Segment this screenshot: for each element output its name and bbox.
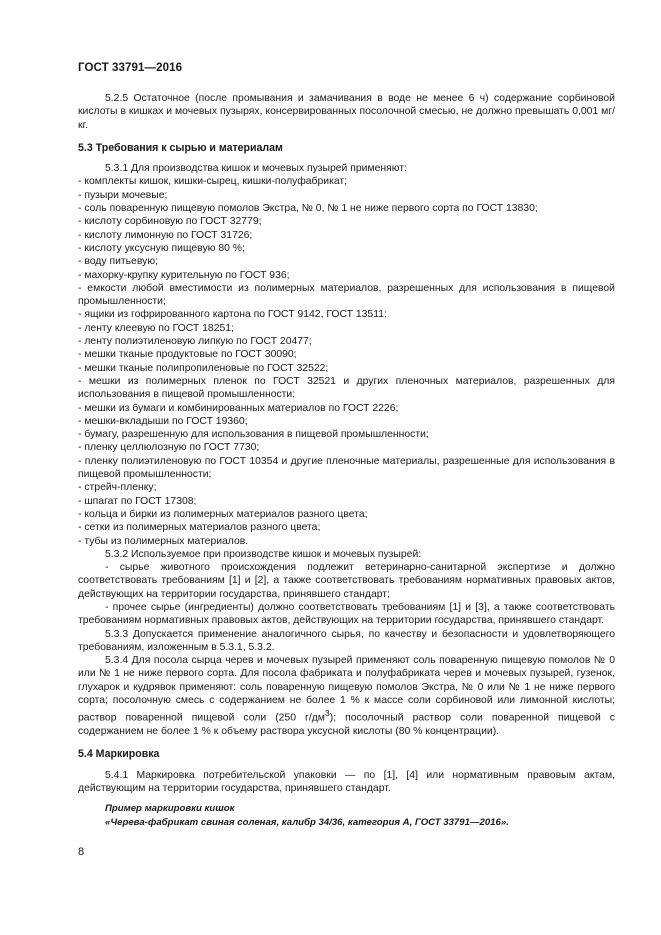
paragraph-5-3-4: [78, 654, 615, 738]
example-title: Пример маркировки кишок: [105, 803, 235, 815]
list-item: - сетки из полимерных материалов разного цвета;: [78, 522, 321, 534]
example-text: «Черева-фабрикат свиная соленая, калибр 34/36, категория А, ГОСТ 33791—2016».: [105, 816, 509, 828]
page-number: 8: [78, 846, 85, 858]
paragraph-5-3-2-other: - прочее сырье (ингредиенты) должно соответствовать требованиям [1] и [3], а также соответствовать требованиям нормативных правовых актов, действующих на территории государства, принявшего стандарт.: [78, 601, 615, 627]
list-item: - кислоту лимонную по ГОСТ 31726;: [78, 229, 253, 241]
list-item: - шпагат по ГОСТ 17308;: [78, 495, 197, 507]
list-item: - кислоту сорбиновую по ГОСТ 32779;: [78, 216, 262, 228]
section-heading-5-3: 5.3 Требования к сырью и материалам: [78, 141, 283, 154]
list-item: - соль поваренную пищевую помолов Экстра, № 0, № 1 не ниже первого сорта по ГОСТ 13830;: [78, 203, 538, 215]
list-item: - воду питьевую;: [78, 256, 158, 268]
paragraph-5-3-1: 5.3.1 Для производства кишок и мочевых пузырей применяют:: [105, 163, 407, 175]
list-item: - стрейч-пленку;: [78, 482, 157, 494]
list-item: - кислоту уксусную пищевую 80 %;: [78, 242, 245, 254]
paragraph-5-3-4-text-end: ); посолочный раствор соли поваренной пищевой с содержанием не более 1 % к объему раствора уксусной кислоты (80 % концентрации).: [78, 712, 615, 738]
list-item: - махорку-крупку курительную по ГОСТ 936;: [78, 269, 290, 281]
paragraph-5-2-5: 5.2.5 Остаточное (после промывания и замачивания в воде не менее 6 ч) содержание сорбиновой кислоты в кишках и мочевых пузырях, консервированных посолочной смесью, не должно превышать 0,001 мг/кг.: [78, 93, 615, 131]
list-item: - пленку целлюлозную по ГОСТ 7730;: [78, 442, 260, 454]
list-item: - мешки из бумаги и комбинированных материалов по ГОСТ 2226;: [78, 402, 399, 414]
list-item: - ленту полиэтиленовую липкую по ГОСТ 20477;: [78, 336, 312, 348]
section-heading-5-4: 5.4 Маркировка: [78, 748, 160, 761]
list-item: - пленку полиэтиленовую по ГОСТ 10354 и другие пленочные материалы, разрешенные для использования в пищевой промышленности;: [78, 455, 615, 481]
document-body: [78, 92, 615, 829]
list-item: - мешки тканые продуктовые по ГОСТ 30090;: [78, 349, 297, 361]
list-item: - ящики из гофрированного картона по ГОСТ 9142, ГОСТ 13511;: [78, 309, 387, 321]
list-item: - мешки-вкладыши по ГОСТ 19360;: [78, 415, 248, 427]
list-item: - пузыри мочевые;: [78, 189, 168, 201]
list-item: - кольца и бирки из полимерных материалов разного цвета;: [78, 508, 368, 520]
materials-list: [78, 175, 615, 547]
list-item: - мешки тканые полипропиленовые по ГОСТ 32522;: [78, 362, 329, 374]
list-item: - мешки из полимерных пленок по ГОСТ 32521 и других пленочных материалов, разрешенных для использования в пищевой промышленности;: [78, 375, 615, 401]
paragraph-5-3-2-raw-animal: - сырье животного происхождения подлежит ветеринарно-санитарной экспертизе и должно соответствовать требованиям [1] и [2], а также соответствовать требованиям нормативных правовых актов, действующих на территории государства, принявшего стандарт;: [78, 562, 615, 600]
list-item: - тубы из полимерных материалов.: [78, 535, 249, 547]
superscript-3: 3: [324, 708, 330, 719]
paragraph-5-3-3: 5.3.3 Допускается применение аналогичного сырья, по качеству и безопасности и удовлетворяющего требованиям, изложенным в 5.3.1, 5.3.2.: [78, 628, 615, 653]
paragraph-5-3-2: 5.3.2 Используемое при производстве кишок и мочевых пузырей:: [105, 548, 422, 560]
list-item: - комплекты кишок, кишки-сырец, кишки-полуфабрикат;: [78, 176, 348, 188]
list-item: - бумагу, разрешенную для использования в пищевой промышленности;: [78, 429, 429, 441]
paragraph-5-3-4-text: 5.3.4 Для посола сырца черев и мочевых пузырей применяют соль поваренную пищевую помолов № 0 или № 1 не ниже первого сорта. Для посола фабриката и полуфабриката черев и мочевых пузырей, гузенок, глухарок и кудрявок применяют: соль поваренную пищевую помолов Экстра, № 0 или № 1 не ниже первого сорта; посолочную смесь с содержанием не более 1 % к массе соли сорбиновой или лимонной кислоты; раствор поваренной пищевой соли (250 г/дм: [78, 655, 615, 724]
list-item: - ленту клеевую по ГОСТ 18251;: [78, 322, 234, 334]
list-item: - емкости любой вместимости из полимерных материалов, разрешенных для использования в пищевой промышленности;: [78, 282, 615, 308]
paragraph-5-4-1: 5.4.1 Маркировка потребительской упаковки — по [1], [4] или нормативным правовым актам, действующим на территории государства, принявшего стандарт.: [78, 769, 615, 795]
document-header: ГОСТ 33791—2016: [78, 62, 183, 74]
